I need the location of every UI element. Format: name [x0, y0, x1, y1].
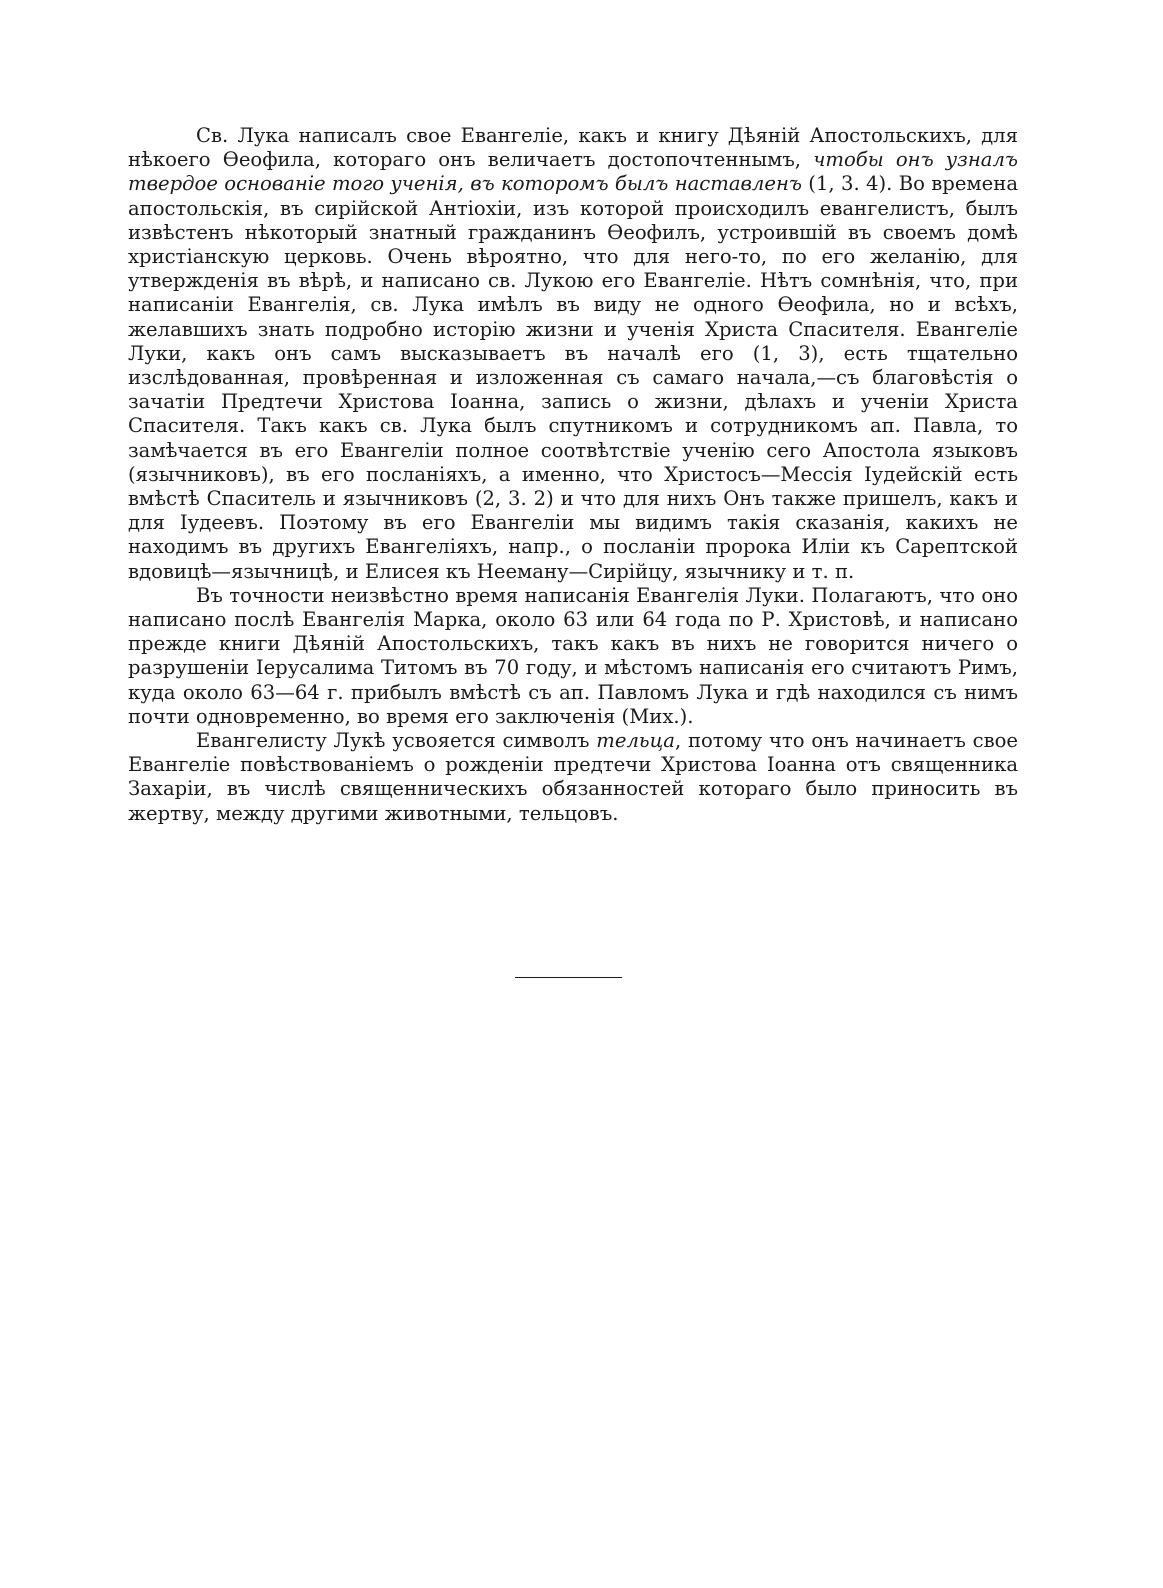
- paragraph: [128, 124, 1018, 584]
- text-run: Евангелисту Лукѣ усвояется символъ: [196, 729, 597, 753]
- italic-text-run: тельца: [596, 729, 675, 753]
- text-run: (1, 3. 4). Во времена апостольскія, въ сирійской Антіохіи, изъ которой происходилъ евангелистъ, былъ извѣстенъ нѣкоторый знатный гражданинъ Ѳеофилъ, устроившій въ своемъ домѣ христіанскую церковь. Очень вѣроятно, что для него-то, по его желанію, для утвержденія въ вѣрѣ, и написано св. Лукою его Евангеліе. Нѣтъ сомнѣнія, что, при написаніи Евангелія, св. Лука имѣлъ въ виду не одного Ѳеофила, но и всѣхъ, желавшихъ знать подробно исторію жизни и ученія Христа Спасителя. Евангеліе Луки, какъ онъ самъ высказываетъ въ началѣ его (1, 3), есть тщательно изслѣдованная, провѣренная и изложенная съ самаго начала,—съ благовѣстія о зачатіи Предтечи Христова Іоанна, запись о жизни, дѣлахъ и ученіи Христа Спасителя. Такъ какъ св. Лука былъ спутникомъ и сотрудникомъ ап. Павла, то замѣчается въ его Евангеліи полное соотвѣтствіе ученію сего Апостола языковъ (язычниковъ), въ его посланіяхъ, а именно, что Христосъ—Мессія Іудейскій есть вмѣстѣ Спаситель и язычниковъ (2, 3. 2) и что для нихъ Онъ также пришелъ, какъ и для Іудеевъ. Поэтому въ его Евангеліи мы видимъ такія сказанія, какихъ не находимъ въ другихъ Евангеліяхъ, напр., о посланіи пророка Иліи къ Сарептской вдовицѣ—язычницѣ, и Елисея къ Нееману—Сирійцу, язычнику и т. п.: [128, 172, 1018, 583]
- body-text: [128, 124, 1018, 826]
- text-run: Въ точности неизвѣстно время написанія Евангелія Луки. Полагаютъ, что оно написано послѣ Евангелія Марка, около 63 или 64 года по Р. Христовѣ, и написано прежде книги Дѣяній Апостольскихъ, такъ какъ въ нихъ не говорится ничего о разрушеніи Іерусалима Титомъ въ 70 году, и мѣстомъ написанія его считаютъ Римъ, куда около 63—64 г. прибылъ вмѣстѣ съ ап. Павломъ Лука и гдѣ находился съ нимъ почти одновременно, во время его заключенія (Мих.).: [128, 583, 1018, 728]
- text-run: Св. Лука написалъ свое Евангеліе, какъ и книгу Дѣяній Апостольскихъ, для нѣкоего Ѳеофила, котораго онъ величаетъ достопочтеннымъ,: [128, 124, 1018, 172]
- text-run: , потому что онъ начинаетъ свое Евангеліе повѣствованіемъ о рожденіи предтечи Христова Іоанна отъ священника Захаріи, въ числѣ священническихъ обязанностей котораго было приносить въ жертву, между другими животными, тельцовъ.: [128, 729, 1018, 825]
- paragraph: [128, 584, 1018, 729]
- paragraph: [128, 729, 1018, 826]
- italic-text-run: чтобы онъ узналъ твердое основаніе того ученія, въ которомъ былъ наставленъ: [128, 148, 1018, 196]
- section-end-rule: [515, 977, 622, 978]
